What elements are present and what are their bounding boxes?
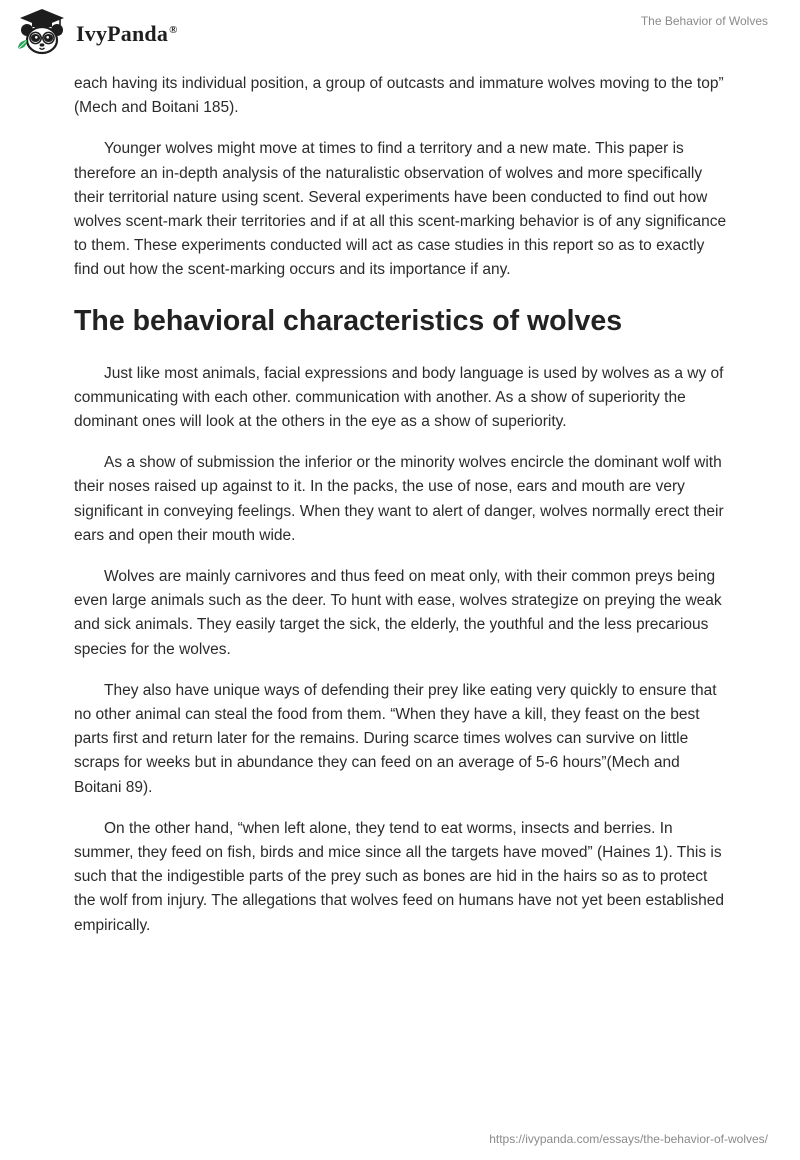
document-title: The Behavior of Wolves	[640, 14, 768, 28]
brand-name: IvyPanda®	[76, 21, 178, 46]
body-paragraph: They also have unique ways of defending their prey like eating very quickly to ensure that no other animal can steal the food from them. “When they have a kill, they feast on the best parts first and return later for the remains. During scarce times wolves can survive on little scraps for weeks but in abundance they can feed on an average of 5-6 hours”(Mech and Boitani 89).	[74, 681, 717, 796]
ivypanda-logo[interactable]	[14, 8, 178, 56]
body-paragraph: Wolves are mainly carnivores and thus feed on meat only, with their common preys being even large animals such as the deer. To hunt with ease, wolves strategize on preying the weak and sick animals. They easily target the sick, the elderly, the youthful and the less precarious species for the wolves.	[74, 568, 722, 658]
page-header	[0, 0, 800, 70]
section-heading: The behavioral characteristics of wolves	[74, 304, 623, 337]
body-paragraph: each having its individual position, a group of outcasts and immature wolves moving to the top” (Mech and Boitani 185).	[74, 75, 724, 117]
panda-graduate-icon	[14, 8, 70, 56]
body-paragraph: Just like most animals, facial expressions and body language is used by wolves as a wy of communicating with each other. communication with another. As a show of superiority the dominant ones will look at the others in the eye as a show of superiority.	[74, 364, 724, 431]
body-paragraph: As a show of submission the inferior or the minority wolves encircle the dominant wolf with their noses raised up against to it. In the packs, the use of nose, ears and mouth are very significant in conveying feelings. When they want to alert of danger, wolves normally erect their ears and open their mouth wide.	[74, 454, 724, 544]
body-paragraph: Younger wolves might move at times to find a territory and a new mate. This paper is therefore an in-depth analysis of the naturalistic observation of wolves and more specifically their territorial nature using scent. Several experiments have been conducted to find out how wolves scent-mark their territories and if at all this scent-marking behavior is of any significance to them. These experiments conducted will act as case studies in this report so as to exactly find out how the scent-marking occurs and its importance if any.	[74, 140, 727, 279]
footer-url-link[interactable]: https://ivypanda.com/essays/the-behavior-of-wolves/	[489, 1132, 768, 1146]
body-paragraph: On the other hand, “when left alone, they tend to eat worms, insects and berries. In summer, they feed on fish, birds and mice since all the targets have moved” (Haines 1). This is such that the indigestible parts of the prey such as bones are hid in the hairs so as to protect the wolf from injury. The allegations that wolves feed on humans have not yet been established empirically.	[74, 819, 724, 934]
essay-body	[74, 72, 728, 955]
